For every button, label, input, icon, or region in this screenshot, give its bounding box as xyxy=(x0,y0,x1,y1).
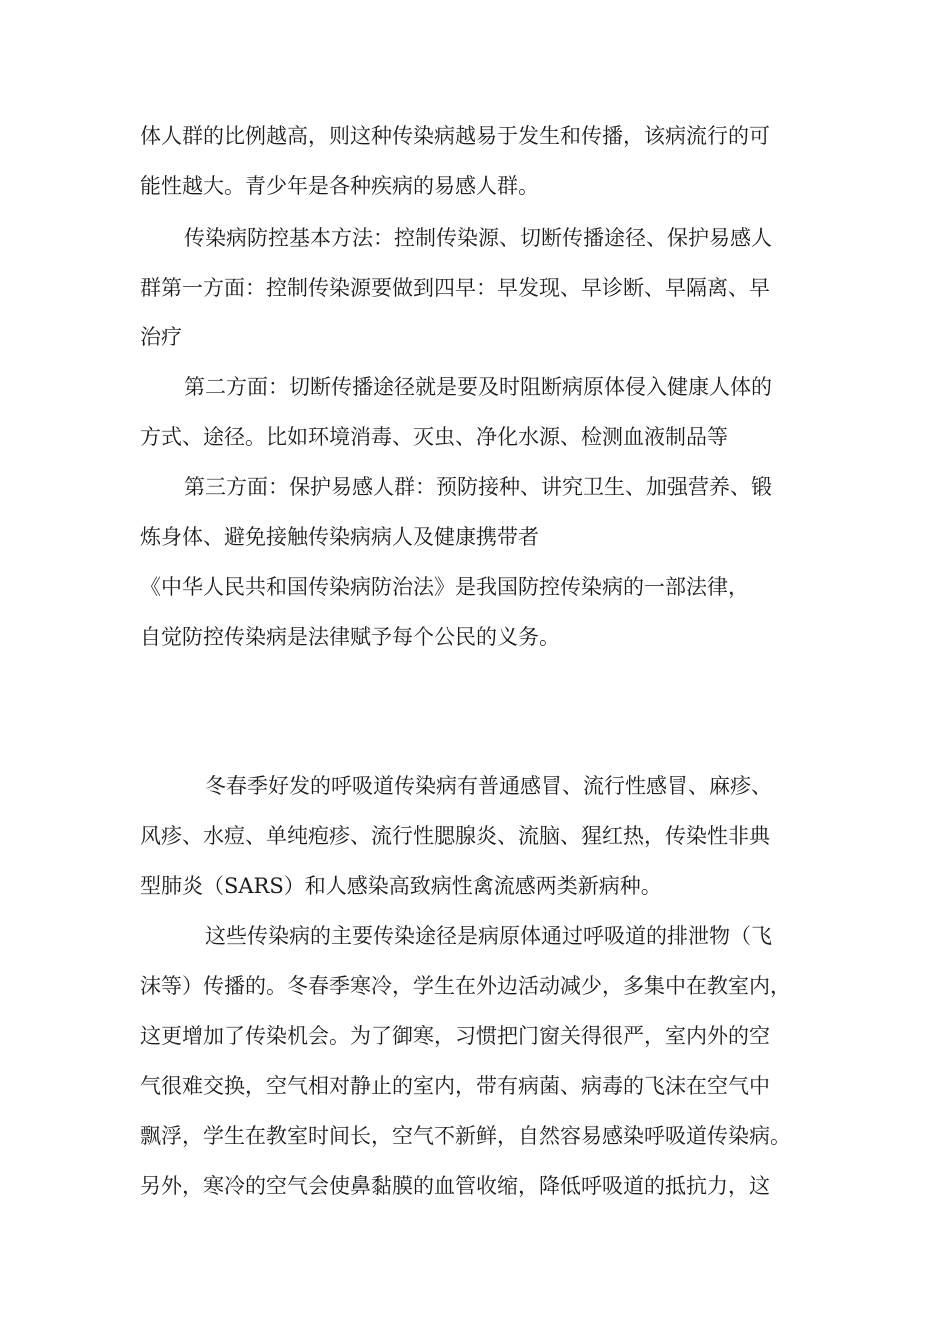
text-line: 这更增加了传染机会。为了御寒，习惯把门窗关得很严，室内外的空 xyxy=(140,1024,770,1048)
text-line: 另外，寒冷的空气会使鼻黏膜的血管收缩，降低呼吸道的抵抗力，这 xyxy=(140,1174,770,1198)
text-line: 沫等）传播的。冬春季寒冷，学生在外边活动减少，多集中在教室内， xyxy=(140,974,791,998)
text-line: 自觉防控传染病是法律赋予每个公民的义务。 xyxy=(140,625,560,649)
text-line: 群第一方面：控制传染源要做到四早：早发现、早诊断、早隔离、早 xyxy=(140,276,770,300)
paragraph-start-line: 这些传染病的主要传染途径是病原体通过呼吸道的排泄物（飞 xyxy=(205,924,772,948)
paragraph-start-line: 第二方面：切断传播途径就是要及时阻断病原体侵入健康人体的 xyxy=(184,375,772,399)
paragraph-start-line: 《中华人民共和国传染病防治法》是我国防控传染病的一部法律， xyxy=(140,575,749,599)
text-line: 方式、途径。比如环境消毒、灭虫、净化水源、检测血液制品等 xyxy=(140,425,728,449)
text-line: 体人群的比例越高，则这种传染病越易于发生和传播，该病流行的可 xyxy=(140,124,770,148)
text-line: 飘浮，学生在教室时间长，空气不新鲜，自然容易感染呼吸道传染病。 xyxy=(140,1124,791,1148)
text-line: 型肺炎（SARS）和人感染高致病性禽流感两类新病种。 xyxy=(140,874,662,898)
text-line: 治疗 xyxy=(140,325,182,349)
paragraph-start-line: 冬春季好发的呼吸道传染病有普通感冒、流行性感冒、麻疹、 xyxy=(205,774,772,798)
text-line: 能性越大。青少年是各种疾病的易感人群。 xyxy=(140,174,539,198)
paragraph-start-line: 传染病防控基本方法：控制传染源、切断传播途径、保护易感人 xyxy=(184,226,772,250)
text-line: 气很难交换，空气相对静止的室内，带有病菌、病毒的飞沫在空气中 xyxy=(140,1074,770,1098)
paragraph-start-line: 第三方面：保护易感人群：预防接种、讲究卫生、加强营养、锻 xyxy=(184,475,772,499)
text-line: 风疹、水痘、单纯疱疹、流行性腮腺炎、流脑、猩红热，传染性非典 xyxy=(140,824,770,848)
text-line: 炼身体、避免接触传染病病人及健康携带者 xyxy=(140,525,539,549)
